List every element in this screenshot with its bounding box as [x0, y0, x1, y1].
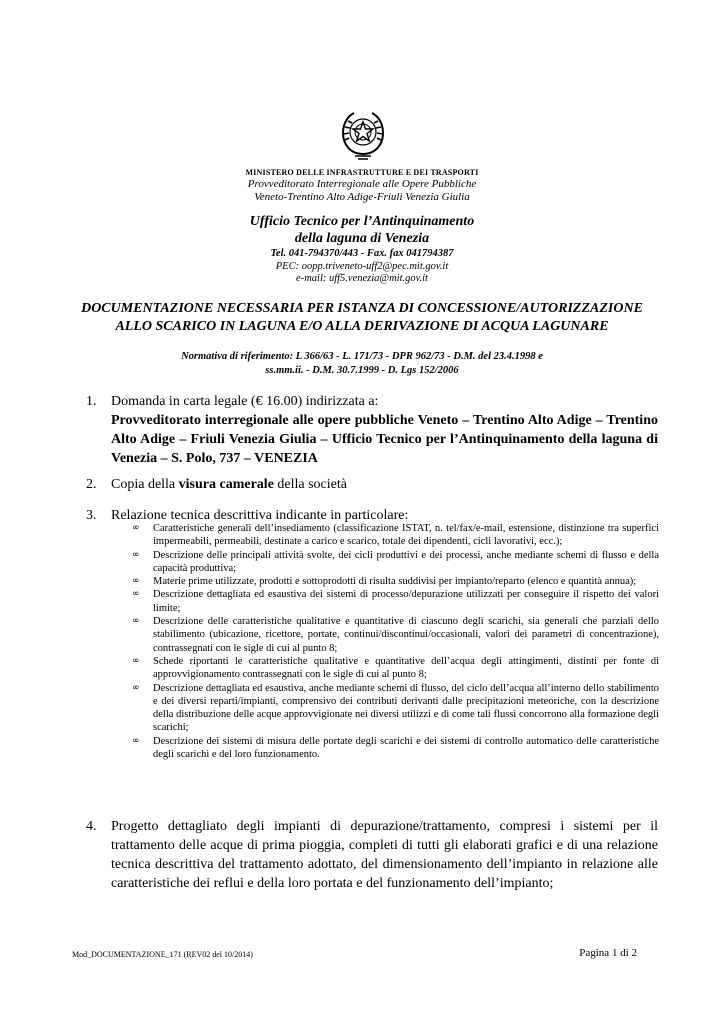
bullet-item: ∞ Descrizione dettagliata ed esaustiva, anche mediante schemi di flusso, del ciclo dell’acqua all’interno dello stabilimento e dei diversi reparti/impianti, comprensivo dei contributi derivanti dalle precipitazioni meteoriche, con la descrizione della distribuzione delle acque approvvigionate nei diversi utilizzi e di come tali flussi concorrono alla formazione degli scarichi; [132, 682, 659, 734]
infinity-bullet-icon: ∞ [132, 655, 140, 666]
infinity-bullet-icon: ∞ [132, 589, 140, 600]
letterhead [0, 168, 724, 286]
item-number: 1. [86, 394, 97, 409]
list-item [86, 817, 658, 893]
normativa-line1: Normativa di riferimento: L 366/63 - L. 171/73 - DPR 962/73 - D.M. del 23.4.1998 e [181, 351, 543, 362]
infinity-bullet-icon: ∞ [132, 523, 140, 533]
item-number: 2. [86, 477, 97, 492]
title-line1: DOCUMENTAZIONE NECESSARIA PER ISTANZA DI CONCESSIONE/AUTORIZZAZIONE [81, 301, 643, 316]
telephone-fax: Tel. 041-794370/443 - Fax. fax 041794387 [270, 247, 454, 259]
page-number: Pagina 1 di 2 [579, 947, 637, 959]
item-text: Domanda in carta legale (€ 16.00) indirizzata a: [111, 394, 379, 409]
bullet-item: ∞ Schede riportanti le caratteristiche qualitative e quantitative dell’acqua degli attingimenti, distinti per fonte di approvvigionamento contrassegnati con le sigle di cui al punto 8; [132, 655, 659, 681]
list-item [86, 392, 658, 468]
infinity-bullet-icon: ∞ [132, 576, 140, 587]
office-name-line1: Ufficio Tecnico per l’Antinquinamento [249, 213, 475, 229]
title-line2: ALLO SCARICO IN LAGUNA E/O ALLA DERIVAZIONE DI ACQUA LAGUNARE [115, 318, 609, 334]
item-text: Relazione tecnica descrittiva indicante in particolare: [111, 508, 409, 523]
item-text-post: della società [273, 477, 347, 492]
bullet-item: ∞ Descrizione dei sistemi di misura delle portate degli scarichi e dei sistemi di controllo automatico delle caratteristiche degli scarichi e del loro funzionamento. [132, 735, 659, 761]
ministry-name: MINISTERO DELLE INFRASTRUTTURE E DEI TRASPORTI [245, 168, 479, 177]
list-item [86, 475, 658, 494]
item-number: 4. [86, 819, 97, 834]
provveditorato-line2: Veneto-Trentino Alto Adige-Friuli Venezia Giulia [254, 190, 470, 203]
bullet-list [132, 522, 659, 761]
office-name-line2: della laguna di Venezia [294, 231, 430, 247]
bullet-item: ∞ Materie prime utilizzate, prodotti e sottoprodotti di risulta suddivisi per impianto/reparto (elenco e quantità annua); [132, 576, 637, 588]
infinity-bullet-icon: ∞ [132, 616, 140, 627]
infinity-bullet-icon: ∞ [132, 682, 140, 693]
document-code: Mod_DOCUMENTAZIONE_171 (REV02 del 10/2014) [72, 950, 253, 959]
item-text-bold: visura camerale [178, 477, 274, 492]
document-title [0, 300, 724, 335]
bullet-item: ∞ Descrizione dettagliata ed esaustiva dei sistemi di processo/depurazione utilizzati per conseguire il rispetto dei valori limite; [132, 589, 659, 614]
item-text: Progetto dettagliato degli impianti di depurazione/trattamento, compresi i sistemi per il trattamento delle acque di prima pioggia, completi di tutti gli elaborati grafici e di una relazione tecnica descrittiva del trattamento adottato, del dimensionamento dell’impianto in relazione alle caratteristiche dei reflui e della loro portata e del funzionamento dell’impianto; [111, 819, 658, 891]
email-address: e-mail: uff5.venezia@mit.gov.it [296, 273, 428, 285]
item-text-pre: Copia della [111, 477, 179, 492]
pec-address: PEC: oopp.triveneto-uff2@pec.mit.gov.it [275, 260, 449, 272]
infinity-bullet-icon: ∞ [132, 549, 140, 560]
infinity-bullet-icon: ∞ [132, 735, 140, 746]
emblem-icon [340, 110, 386, 162]
bullet-item: ∞ Descrizione delle principali attività svolte, dei cicli produttivi e dei processi, anche mediante schemi di flusso e della capacità produttiva; [132, 549, 659, 574]
normativa [0, 350, 724, 378]
item-number: 3. [86, 508, 97, 523]
bullet-item: ∞ Caratteristiche generali dell’insediamento (classificazione ISTAT, n. tel/fax/e-mail, estensione, distinzione tra superfici impermeabili, permeabili, destinate a carico e scarico, totale dei dipendenti, cicli lavorativi, ecc.); [132, 523, 659, 548]
normativa-line2: ss.mm.ii. - D.M. 30.7.1999 - D. Lgs 152/2006 [265, 365, 459, 377]
provveditorato-line1: Provveditorato Interregionale alle Opere Pubbliche [247, 177, 477, 190]
bullet-item: ∞ Descrizione delle caratteristiche qualitative e quantitative di ciascuno degli scarichi, sia generali che parziali dello stabilimento (ubicazione, ricettore, portate, continui/discontinui/occasionali, valori dei parametri di concentrazione), contrassegnati con le sigle di cui al punto 8; [132, 616, 659, 654]
item-address: Provveditorato interregionale alle opere pubbliche Veneto – Trentino Alto Adige – Trentino Alto Adige – Friuli Venezia Giulia – Ufficio Tecnico per l’Antinquinamento della laguna di Venezia – S. Polo, 737 – VENEZIA [111, 413, 658, 466]
